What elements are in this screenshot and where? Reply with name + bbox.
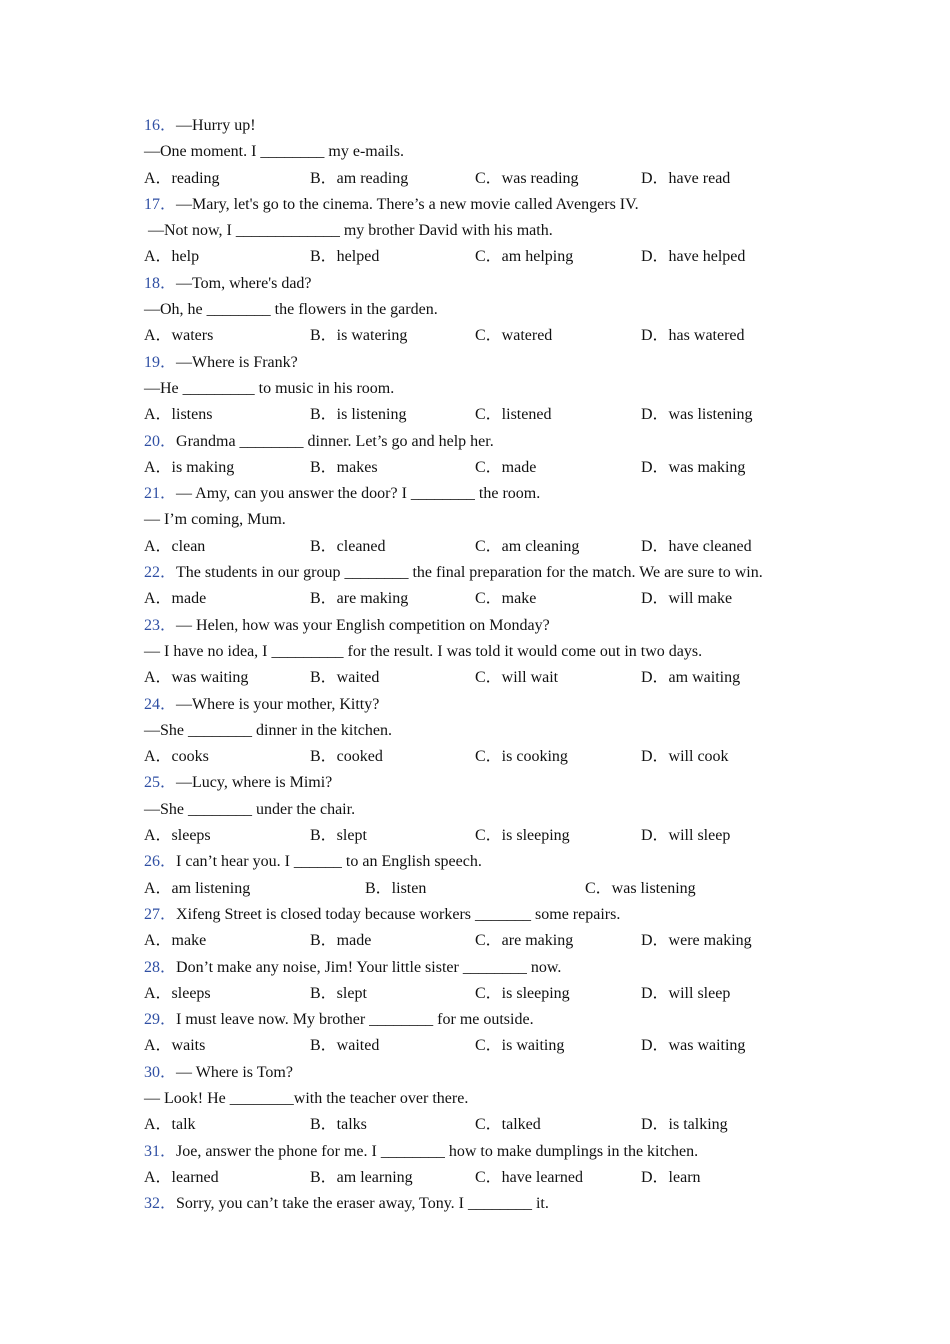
question-stem [144, 271, 824, 297]
options-row [144, 1033, 824, 1059]
option-a: A．clean [144, 537, 206, 555]
question-block [144, 560, 824, 613]
question-stem [144, 113, 824, 139]
question-text: — I’m coming, Mum. [144, 511, 286, 529]
option-d: D．was listening [641, 406, 753, 424]
question-text: The students in our group ________ the final preparation for the match. We are sure to win. [176, 564, 763, 582]
options-row [144, 928, 824, 954]
question-block [144, 113, 824, 192]
option-b: B．made [310, 932, 372, 950]
question-text: Xifeng Street is closed today because workers _______ some repairs. [176, 905, 621, 923]
option-a: A．make [144, 932, 207, 950]
option-c: C．listened [475, 406, 552, 424]
dialogue-line [144, 218, 824, 244]
question-number: 17． [144, 195, 177, 213]
option-a: A．listens [144, 406, 213, 424]
options-row [144, 534, 824, 560]
options-row [144, 744, 824, 770]
options-row [144, 1165, 824, 1191]
option-b: B．is watering [310, 327, 408, 345]
option-d: D．will cook [641, 748, 729, 766]
option-d: D．learn [641, 1168, 701, 1186]
question-text: —Oh, he ________ the flowers in the garden. [144, 301, 438, 319]
option-a: A．sleeps [144, 827, 211, 845]
option-b: B．helped [310, 248, 380, 266]
dialogue-line [144, 376, 824, 402]
option-a: A．talk [144, 1116, 196, 1134]
option-c: C．talked [475, 1116, 541, 1134]
option-b: B．cleaned [310, 537, 386, 555]
option-d: D．will sleep [641, 827, 731, 845]
question-stem [144, 1139, 824, 1165]
option-b: B．slept [310, 984, 367, 1002]
question-block [144, 1139, 824, 1192]
option-a: A．is making [144, 458, 235, 476]
option-d: D．will sleep [641, 984, 731, 1002]
question-text: —Mary, let's go to the cinema. There’s a new movie called Avengers IV. [176, 195, 639, 213]
option-c: C．was reading [475, 169, 579, 187]
question-text: — Amy, can you answer the door? I ________ the room. [176, 485, 541, 503]
question-stem [144, 1060, 824, 1086]
option-c: C．watered [475, 327, 553, 345]
question-number: 18． [144, 274, 177, 292]
question-number: 29． [144, 1011, 177, 1029]
option-c: C．am helping [475, 248, 574, 266]
option-b: B．waited [310, 669, 380, 687]
options-row [144, 981, 824, 1007]
question-block [144, 902, 824, 955]
question-number: 30． [144, 1063, 177, 1081]
option-a: A．cooks [144, 748, 209, 766]
question-stem [144, 1191, 824, 1217]
options-row [144, 876, 824, 902]
option-d: D．was waiting [641, 1037, 746, 1055]
question-text: —She ________ under the chair. [144, 800, 356, 818]
question-text: —She ________ dinner in the kitchen. [144, 721, 392, 739]
option-d: D．have read [641, 169, 731, 187]
option-c: C．will wait [475, 669, 559, 687]
option-b: B．is listening [310, 406, 407, 424]
question-text: —One moment. I ________ my e-mails. [144, 143, 404, 161]
option-c: C．is sleeping [475, 984, 570, 1002]
question-number: 23． [144, 616, 177, 634]
option-c: C．was listening [585, 879, 696, 897]
exercise-page [144, 113, 824, 1217]
option-d: D．is talking [641, 1116, 728, 1134]
option-b: B．listen [365, 879, 427, 897]
option-c: C．is waiting [475, 1037, 565, 1055]
option-b: B．waited [310, 1037, 380, 1055]
option-b: B．am reading [310, 169, 409, 187]
dialogue-line [144, 639, 824, 665]
question-text: —Tom, where's dad? [176, 274, 312, 292]
question-number: 24． [144, 695, 177, 713]
question-text: Sorry, you can’t take the eraser away, Tony. I ________ it. [176, 1195, 549, 1213]
question-block [144, 1060, 824, 1139]
question-text: —Not now, I _____________ my brother David with his math. [144, 222, 553, 240]
options-row [144, 665, 824, 691]
question-text: — Where is Tom? [176, 1063, 293, 1081]
question-text: —Lucy, where is Mimi? [176, 774, 333, 792]
option-c: C．have learned [475, 1168, 583, 1186]
options-row [144, 1112, 824, 1138]
options-row [144, 823, 824, 849]
question-stem [144, 481, 824, 507]
option-a: A．help [144, 248, 200, 266]
option-c: C．are making [475, 932, 574, 950]
question-number: 31． [144, 1142, 177, 1160]
question-stem [144, 560, 824, 586]
question-text: —Hurry up! [176, 117, 256, 134]
option-a: A．waters [144, 327, 214, 345]
options-row [144, 586, 824, 612]
option-b: B．cooked [310, 748, 383, 766]
question-text: — Helen, how was your English competition on Monday? [176, 616, 550, 634]
question-text: Joe, answer the phone for me. I ________ how to make dumplings in the kitchen. [176, 1142, 699, 1160]
question-block [144, 955, 824, 1008]
question-number: 26． [144, 853, 177, 871]
question-number: 19． [144, 353, 177, 371]
options-row [144, 323, 824, 349]
question-stem [144, 350, 824, 376]
question-block [144, 1007, 824, 1060]
question-text: —Where is Frank? [176, 353, 298, 371]
question-block [144, 849, 824, 902]
question-block [144, 271, 824, 350]
question-number: 16． [144, 117, 177, 134]
question-block [144, 192, 824, 271]
option-a: A．reading [144, 169, 220, 187]
options-row [144, 166, 824, 192]
option-a: A．waits [144, 1037, 206, 1055]
option-d: D．have cleaned [641, 537, 752, 555]
question-block [144, 481, 824, 560]
dialogue-line [144, 718, 824, 744]
question-block [144, 613, 824, 692]
option-a: A．made [144, 590, 207, 608]
option-a: A．am listening [144, 879, 251, 897]
question-block [144, 692, 824, 771]
options-row [144, 455, 824, 481]
question-number: 32． [144, 1195, 177, 1213]
option-d: D．will make [641, 590, 733, 608]
options-row [144, 402, 824, 428]
option-b: B．makes [310, 458, 378, 476]
dialogue-line [144, 507, 824, 533]
question-block [144, 770, 824, 849]
option-a: A．sleeps [144, 984, 211, 1002]
option-c: C．am cleaning [475, 537, 580, 555]
option-d: D．am waiting [641, 669, 741, 687]
question-block [144, 350, 824, 429]
options-row [144, 244, 824, 270]
question-number: 28． [144, 958, 177, 976]
option-d: D．have helped [641, 248, 746, 266]
question-number: 22． [144, 564, 177, 582]
option-d: D．has watered [641, 327, 745, 345]
question-stem [144, 955, 824, 981]
question-stem [144, 1007, 824, 1033]
option-b: B．am learning [310, 1168, 413, 1186]
question-text: Don’t make any noise, Jim! Your little sister ________ now. [176, 958, 562, 976]
question-text: — Look! He ________with the teacher over there. [144, 1089, 469, 1107]
question-number: 27． [144, 905, 177, 923]
option-b: B．are making [310, 590, 409, 608]
question-text: I must leave now. My brother ________ for me outside. [176, 1011, 534, 1029]
question-block [144, 1191, 824, 1217]
option-c: C．is cooking [475, 748, 568, 766]
option-c: C．make [475, 590, 537, 608]
option-c: C．is sleeping [475, 827, 570, 845]
question-stem [144, 849, 824, 875]
question-text: —He _________ to music in his room. [144, 379, 395, 397]
option-a: A．learned [144, 1168, 219, 1186]
question-block [144, 429, 824, 482]
question-text: Grandma ________ dinner. Let’s go and help her. [176, 432, 494, 450]
dialogue-line [144, 1086, 824, 1112]
question-stem [144, 192, 824, 218]
question-stem [144, 613, 824, 639]
option-a: A．was waiting [144, 669, 249, 687]
dialogue-line [144, 297, 824, 323]
option-d: D．was making [641, 458, 746, 476]
dialogue-line [144, 139, 824, 165]
dialogue-line [144, 797, 824, 823]
question-stem [144, 770, 824, 796]
option-c: C．made [475, 458, 537, 476]
option-b: B．talks [310, 1116, 367, 1134]
question-stem [144, 692, 824, 718]
question-stem [144, 902, 824, 928]
question-text: —Where is your mother, Kitty? [176, 695, 380, 713]
question-number: 21． [144, 485, 177, 503]
question-stem [144, 429, 824, 455]
question-number: 20． [144, 432, 177, 450]
option-d: D．were making [641, 932, 752, 950]
question-text: — I have no idea, I _________ for the result. I was told it would come out in two days. [144, 642, 703, 660]
option-b: B．slept [310, 827, 367, 845]
question-number: 25． [144, 774, 177, 792]
question-text: I can’t hear you. I ______ to an English speech. [176, 853, 482, 871]
